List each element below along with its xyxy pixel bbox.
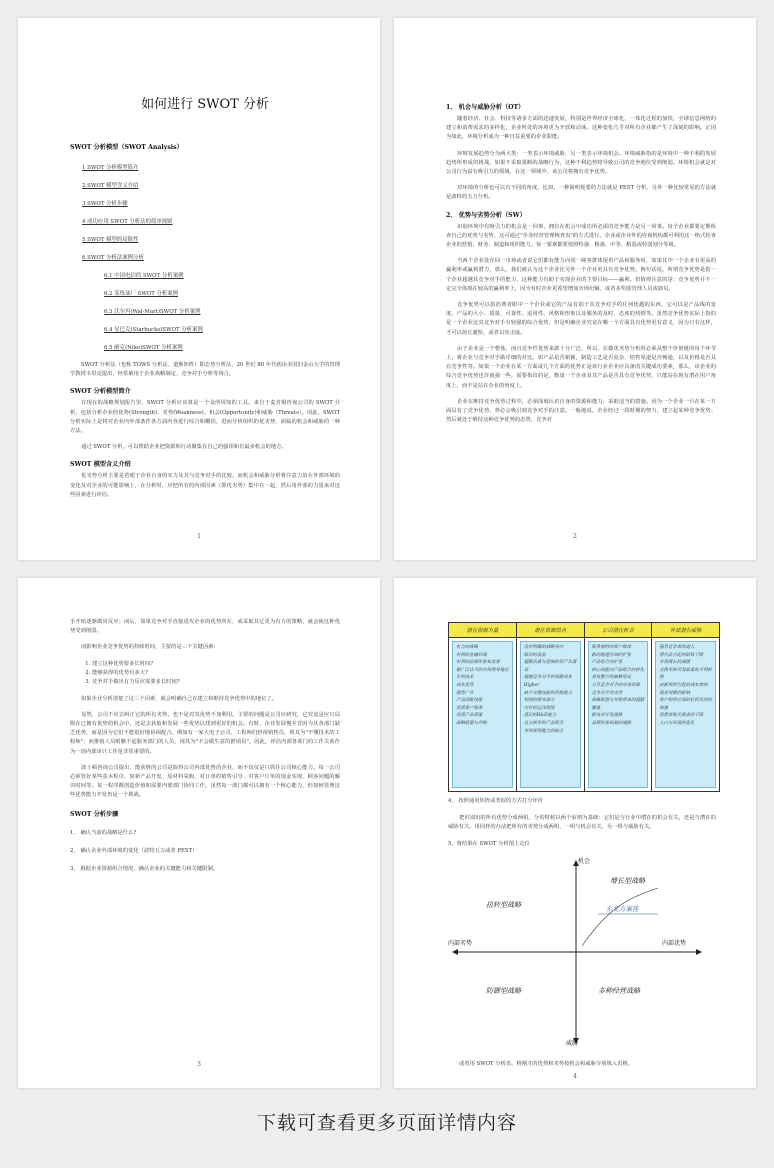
table-row: 产品组合的扩张 bbox=[591, 660, 623, 666]
quadrant-diversification: 多种经营战略 bbox=[598, 987, 640, 995]
paragraph: 而影响企业竞争优势的持续时间，主要的是三个关键因素： bbox=[81, 644, 219, 651]
toc-item[interactable]: 2 SWOT 模型含义介绍 bbox=[82, 183, 139, 189]
page-number: 4 bbox=[573, 1073, 577, 1080]
step-item: 4、 按照通用矩阵或类似的方式打分评价 bbox=[448, 798, 544, 804]
table-row: 没有明确的战略导向 bbox=[523, 645, 564, 650]
paragraph: 随着经济、社会、科技等诸多方面的迅速发展，特别是世界经济全球化、一体化过程的加快，全球信息网络的建立和消费需求的多样化，企业所处的环境更为开放和动荡。这种变化几乎对所有企业都产生了深刻的影响。正因为如此，环境分析成为一种日益重要的企业职能。 bbox=[446, 116, 716, 141]
table-row: 利润的损失部分 bbox=[523, 698, 555, 704]
quadrant-growth: 增长型战略 bbox=[610, 877, 645, 885]
quadrant-axes bbox=[448, 858, 708, 1048]
list-item: 1. 建立这种优势要多长时间? bbox=[92, 660, 340, 669]
document-page-3 bbox=[18, 578, 380, 1088]
list-item: 2. 能够获得的优势有多大? bbox=[92, 669, 340, 678]
table-row: 产品创新技能 bbox=[456, 698, 483, 704]
step-item: 5、将结果在 SWOT 分析图上定位 bbox=[448, 841, 530, 848]
table-header: 潜在资源弱点 bbox=[517, 623, 584, 638]
swot-quadrant-diagram bbox=[448, 858, 708, 1048]
paragraph: 波士顿咨询公司提出，能获胜的公司是取得公司内部优势的企业，而不仅仅是只抓住公司核心能力。每一公司必须管好某些基本程序，如新产品开发、原材料采购、对订单的销售引导、对客户订单的现金实现、顾客问题的解决时间等。每一程序都创造价值和需要内部部门协同工作。虽然每一部门都可以拥有一个核心能力，但如何管理这些优势能力开发仍是一个挑战。 bbox=[70, 764, 340, 799]
list-item: 3. 竞争对手做出有力反应需要多长时间? bbox=[92, 678, 340, 687]
table-row: 有利的品牌形象和美誉 bbox=[456, 660, 500, 666]
factor-list bbox=[70, 660, 340, 687]
page-number: 1 bbox=[197, 533, 201, 540]
axis-label-threat: 威胁 bbox=[566, 1040, 579, 1047]
paragraph: 由于企业是一个整体，而且竞争性优势来源十分广泛，所以，在做优劣势分析时必须从整个价值链的每个环节上，将企业与竞争对手做详细的对比。如产品是否新颖，制造工艺是否复杂，销售渠道是否畅通，以及价格是否具有竞争性等。如果一个企业在某一方面或几个方面的优势正是该行业企业应具备的关键成功要素，那么，该企业的综合竞争优势也许就强一些。需要指出的是，衡量一个企业及其产品是否具有竞争优势，只能站在现有潜在用户角度上，而不是站在企业的角度上。 bbox=[446, 345, 716, 389]
table-row: 成本优势 bbox=[456, 682, 474, 688]
table-row: 战略联盟与并购 bbox=[456, 720, 487, 726]
table-row: 落后的R&D能力 bbox=[523, 713, 557, 719]
paragraph: 识别环境中有吸引力的机会是一回事，拥有在机会中成功所必需的竞争能力是另一回事。每个企业都要定期检查自己的优势与劣势，这可通过"企业经营管理核查表"的方式进行。企业或企业外的咨询机构都可利用这一格式检查企业的营销、财务、制造和组织能力。每一要素都要按照特强、稍强、中等、稍弱或特弱划分等级。 bbox=[446, 223, 716, 249]
table-row: 人口与环境的变化 bbox=[659, 720, 695, 726]
paragraph: 优劣势分析主要是着眼于企业自身的实力及其与竞争对手的比较，而机会和威胁分析将注意力放在外部环境的变化及对企业的可能影响上，在分析时，应把所有的内部因素（即优劣势）集中在一起，然后用外部的力量来对这些因素进行评估。 bbox=[70, 473, 340, 498]
table-row: 被广泛认可的市场领导地位 bbox=[456, 667, 509, 673]
paragraph: 显然，公司不应去纠正它的所有劣势，也不是对其优势不加利用。主要的问题是公司应研究，它究竟是应只局限在已拥有优势的机会中，还是去获取和发展一些优势以找到更好的机会。有时，企业发展慢并非因为其各部门缺乏优势，而是因为它们不能很好地协调配合。例如有一家大电子公司，工程师们轻视销售员，视其为"不懂技术的工程师"；而推销人员则瞧不起服务部门的人员，视其为"不会做生意的推销员"。因此，评估内部各部门的工作关系作为一项内部审计工作是非常重要的。 bbox=[70, 711, 340, 755]
toc-item[interactable]: 5 SWOT 模型的局限性 bbox=[82, 237, 139, 243]
toc-subitem[interactable]: 6.1 中国电信的 SWOT 分析案例 bbox=[104, 273, 184, 279]
paragraph: 当两个企业处在同一市场或者说它们都有能力向同一顾客群体提供产品和服务时，如果其中一个企业有更高的赢利率或赢利潜力，那么，我们就认为这个企业比另外一个企业更具有竞争优势。换句话说，所谓竞争优势是指一个企业超越其竞争对手的能力，这种能力有助于实现企业的主要目标——赢利。但值得注意的是：竞争优势并不一定完全体现在较高的赢利率上，因为有时企业更希望增加市场份额，或者多奖励管理人员或雇员。 bbox=[446, 258, 716, 292]
table-header: 公司潜在机会 bbox=[585, 623, 652, 638]
step-item: 3、 根据企业资源组合情况，确认企业的关键能力和关键限制。 bbox=[70, 865, 219, 872]
table-row: 品牌形象拓展的通路 bbox=[591, 720, 632, 726]
paragraph: 手开始逐渐做出反应；而后，如果竞争对手直接进攻企业的优势所在，或采取其它更为有力的策略，就会使这种优势受到削弱。 bbox=[70, 619, 340, 635]
table-row: 战略联盟与并购带来的超额覆盖 bbox=[591, 698, 645, 711]
table-row: 商业周期的影响 bbox=[659, 690, 690, 696]
step-item: 1、 确认当前的战略是什么? bbox=[70, 829, 137, 836]
annotation-note: 东北方案佳 bbox=[606, 905, 639, 913]
table-row: 核心技能向产品组合的转化 bbox=[591, 667, 645, 673]
document-page-2 bbox=[394, 18, 756, 560]
table-row: 优质产品质量 bbox=[456, 713, 483, 719]
axis-label-opportunity: 机会 bbox=[578, 858, 591, 865]
table-row: 超额负债与恐怖的资产负债表 bbox=[523, 660, 577, 673]
table-row: 垂直整合的战略形式 bbox=[591, 675, 632, 681]
table-row: 新技术开发通路 bbox=[591, 713, 623, 719]
paragraph: 通过 SWOT 分析，可以帮助企业把资源和行动聚集在自己的强项和有最多机会的地方。 bbox=[81, 444, 287, 451]
table-column bbox=[652, 623, 719, 791]
step-item: 2、 确认企业外部环境的变化（波特五力或者 PEST） bbox=[70, 847, 198, 854]
table-row: 强势竞争者的进入 bbox=[659, 645, 695, 650]
table-row: 交换率和贸易政策的不利转换 bbox=[659, 667, 712, 681]
table-cell bbox=[520, 641, 581, 788]
table-row: 分享竞争对手的市场资源 bbox=[591, 682, 640, 688]
table-row: 新的地理区域的扩张 bbox=[591, 652, 632, 658]
table-row: 消费者购买需求的下降 bbox=[659, 713, 704, 719]
page-number: 3 bbox=[197, 1061, 201, 1068]
table-row: 超越竞争对手的高额成本Higher bbox=[523, 675, 573, 688]
table-column bbox=[517, 623, 585, 791]
table-row: 过分狭窄的产品组合 bbox=[523, 720, 564, 726]
toc-item[interactable]: 6 SWOT 分析法案例分析 bbox=[82, 255, 144, 261]
intro-paragraph: SWOT 分析法（也称 TOWS 分析法、道斯矩阵）即态势分析法，20 世纪 80 年代初由美国旧金山大学的管理学教授韦里克提出，经常被用于企业战略制定、竞争对手分析等场合。 bbox=[70, 362, 340, 378]
section-heading: SWOT 分析步骤 bbox=[70, 810, 119, 818]
toc-item[interactable]: 4 成功应用 SWOT 分析法的简单规则 bbox=[82, 219, 173, 225]
table-row: 市场规划能力的缺乏 bbox=[523, 728, 564, 734]
table-column bbox=[585, 623, 653, 791]
toc-subitem[interactable]: 6.4 星巴克(Starbucks)SWOT 分析案例 bbox=[104, 327, 203, 333]
paragraph: 如果企业分析清楚了这三个因素，就会明确自己在建立和维持竞争优势中的地位了。 bbox=[81, 695, 277, 702]
axis-label-strength: 内部优势 bbox=[662, 940, 687, 947]
paragraph: 对环境的分析也可以有不同的角度。比如，一种简明扼要的方法就是 PEST 分析，另外一种比较常见的方法就是波特的五力分析。 bbox=[446, 185, 716, 201]
paragraph: 竞争优势可以指消费者眼中一个企业或它的产品有别于其竞争对手的任何优越的东西，它可以是产品线的宽度、产品的大小、质量、可靠性、适用性、风格和形象以及服务的及时、态度的热情等。虽然竞争优势实际上指的是一个企业比其竞争对手有较强的综合优势，但是明确企业究竟在哪一个方面具有优势更有意义，因为只有这样，才可以扬长避短，或者以实击虚。 bbox=[446, 302, 716, 336]
table-column bbox=[449, 623, 517, 791]
table-row: 竞争对手的支持 bbox=[591, 690, 623, 696]
toc-subitem[interactable]: 6.5 耐克(Nike)SWOT 分析案例 bbox=[104, 345, 183, 351]
paragraph: 在现在的战略规划报告里，SWOT 分析应该算是一个众所周知的工具。来自于麦肯锡咨询公司的 SWOT 分析，包括分析企业的优势(Strength)、劣势(Weakness)、机会(Opportunity)和威胁（Threats）。因此，SWOT 分析实际上是将对企业内外部条件各方面内容进行综合和概括，进而分析组织的优劣势、面临的机会和威胁的一种方法。 bbox=[70, 400, 340, 435]
document-title: 如何进行 SWOT 分析 bbox=[141, 97, 269, 112]
toc-item[interactable]: 3 SWOT 分析步骤 bbox=[82, 201, 128, 207]
paragraph: 把识别出的所有优势分成两组，分的时候以两个原则为基础：它们是与行业中潜在的机会有关，还是与潜在的威胁有关。用同样的办法把所有的劣势分成两组，一组与机会有关，另一组与威胁有关。 bbox=[448, 815, 716, 831]
paragraph: 环境发展趋势分为两大类：一类表示环境威胁，另一类表示环境机会。环境威胁指的是环境中一种不利的发展趋势所形成的挑战，如果不采取果断的战略行为，这种不利趋势将导致公司的竞争地位受到削弱。环境机会就是对公司行为富有吸引力的领域，在这一领域中，该公司将拥有竞争优势。 bbox=[446, 150, 716, 176]
table-cell bbox=[655, 641, 716, 788]
table-cell bbox=[452, 641, 513, 788]
toc-item[interactable]: 1 SWOT 分析模型简介 bbox=[82, 165, 139, 171]
table-header: 潜在资源力量 bbox=[449, 623, 516, 638]
model-heading: SWOT 分析模型（SWOT Analysis） bbox=[70, 144, 183, 151]
page-number: 2 bbox=[573, 533, 577, 540]
section-heading: SWOT 模型含义介绍 bbox=[70, 461, 131, 469]
toc-subitem[interactable]: 6.2 某炼油厂 SWOT 分析案例 bbox=[104, 291, 179, 297]
table-row: 客户和供应商的杠杆作用的加强 bbox=[659, 698, 712, 711]
table-row: 内在的运作困境 bbox=[523, 705, 555, 711]
quadrant-turnaround: 扭转型战略 bbox=[486, 901, 521, 909]
section-heading: 2、 优势与劣势分析（SW） bbox=[446, 211, 526, 219]
table-header: 外部潜在威胁 bbox=[652, 623, 719, 638]
quadrant-defensive: 防御型战略 bbox=[486, 987, 521, 995]
table-cell bbox=[588, 641, 649, 788]
table-row: 市场增长的减缓 bbox=[659, 660, 690, 666]
axis-label-weakness: 内部劣势 bbox=[448, 940, 473, 947]
section-heading: 1、 机会与威胁分析（OT） bbox=[446, 104, 525, 111]
download-more-prompt[interactable]: 下载可查看更多页面详情内容 bbox=[256, 1112, 517, 1134]
table-row: 有利的金融环境 bbox=[456, 652, 487, 658]
table-row: 替代品引起的销售下降 bbox=[659, 652, 704, 658]
table-row: 陈旧的设备 bbox=[523, 652, 546, 658]
table-row: 强势广告 bbox=[456, 690, 474, 696]
table-row: 由新规则引起的成本增加 bbox=[659, 682, 708, 688]
section-heading: SWOT 分析模型简介 bbox=[70, 388, 131, 396]
paragraph: 企业在维持竞争优势过程中，必须深刻认识自身的资源和能力，采取适当的措施。因为一个企业一旦在某一方面具有了竞争优势，势必会吸引到竞争对手的注意。一般地说，企业经过一段时期的努力，建立起某种竞争优势；然后就处于维持这种竞争优势的态势，竞争对 bbox=[446, 398, 716, 424]
table-row: 专利技术 bbox=[456, 675, 474, 681]
document-page-1 bbox=[18, 18, 380, 560]
table-row: 服务独特的客户群体 bbox=[591, 645, 632, 650]
paragraph: 或者用 SWOT 分析表，将刚才的优势和劣势按机会和威胁分别填入表格。 bbox=[459, 1061, 633, 1067]
document-page-4 bbox=[394, 578, 756, 1088]
table-row: 优质客户服务 bbox=[456, 705, 483, 711]
toc-subitem[interactable]: 6.3 沃尔玛(Wal-Mart)SWOT 分析案例 bbox=[104, 309, 201, 315]
table-row: 缺少关键技能和资格能力 bbox=[523, 690, 573, 696]
table-row: 有力的战略 bbox=[456, 645, 478, 650]
swot-factor-table bbox=[448, 622, 720, 792]
